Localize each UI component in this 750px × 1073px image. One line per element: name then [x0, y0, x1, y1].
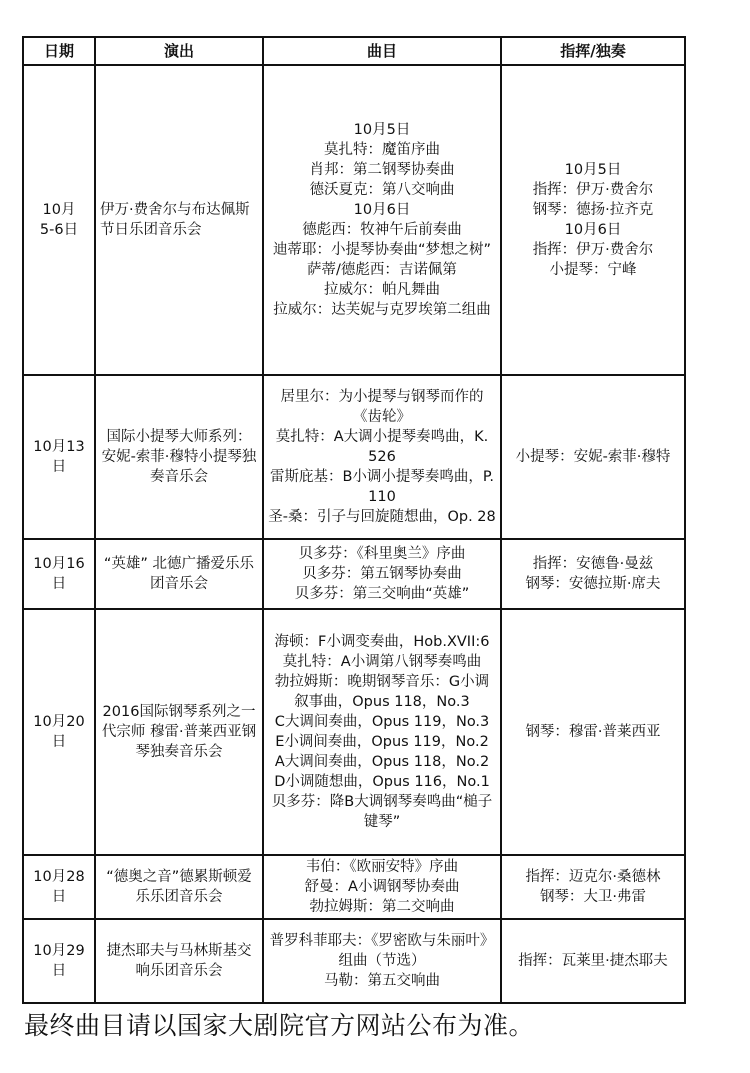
table-row — [23, 539, 685, 609]
performance-cell: 2016国际钢琴系列之一代宗师 穆雷·普莱西亚钢琴独奏音乐会 — [95, 609, 263, 855]
program-cell: 海顿：F小调变奏曲，Hob.XVII:6 莫扎特：A小调第八钢琴奏鸣曲 勃拉姆斯：晚期钢琴音乐：G小调叙事曲，Opus 118，No.3 C大调间奏曲，Opus 119，No.3 E小调间奏曲，Opus 119，No.2 A大调间奏曲，Opus 118，No.2 D小调随想曲，Opus 116，No.1 贝多芬：降B大调钢琴奏鸣曲“槌子键琴” — [263, 609, 501, 855]
concert-schedule-table — [22, 36, 686, 1004]
header-date: 日期 — [23, 37, 95, 65]
header-performance: 演出 — [95, 37, 263, 65]
table-row — [23, 65, 685, 375]
performance-cell: “英雄” 北德广播爱乐乐团音乐会 — [95, 539, 263, 609]
performer-cell: 10月5日 指挥：伊万·费舍尔 钢琴：德扬·拉齐克 10月6日 指挥：伊万·费舍尔 小提琴：宁峰 — [501, 65, 685, 375]
performer-cell: 钢琴：穆雷·普莱西亚 — [501, 609, 685, 855]
header-performer: 指挥/独奏 — [501, 37, 685, 65]
date-cell: 10月20日 — [23, 609, 95, 855]
program-cell: 贝多芬：《科里奥兰》序曲 贝多芬：第五钢琴协奏曲 贝多芬：第三交响曲“英雄” — [263, 539, 501, 609]
performer-cell: 指挥：瓦莱里·捷杰耶夫 — [501, 919, 685, 1003]
table-row — [23, 919, 685, 1003]
performer-cell: 指挥：迈克尔·桑德林 钢琴：大卫·弗雷 — [501, 855, 685, 919]
date-cell: 10月 5-6日 — [23, 65, 95, 375]
performer-cell: 小提琴：安妮-索菲·穆特 — [501, 375, 685, 539]
footer-note: 最终曲目请以国家大剧院官方网站公布为准。 — [24, 1011, 535, 1040]
program-cell: 10月5日 莫扎特：魔笛序曲 肖邦：第二钢琴协奏曲 德沃夏克：第八交响曲 10月6日 德彪西：牧神午后前奏曲 迪蒂耶：小提琴协奏曲“梦想之树” 萨蒂/德彪西：吉诺佩第 拉威尔：帕凡舞曲 拉威尔：达芙妮与克罗埃第二组曲 — [263, 65, 501, 375]
program-cell: 韦伯：《欧丽安特》序曲 舒曼：A小调钢琴协奏曲 勃拉姆斯：第二交响曲 — [263, 855, 501, 919]
table-row — [23, 855, 685, 919]
date-cell: 10月13日 — [23, 375, 95, 539]
program-cell: 居里尔：为小提琴与钢琴而作的《齿轮》 莫扎特：A大调小提琴奏鸣曲，K. 526 雷斯庇基：B小调小提琴奏鸣曲，P. 110 圣-桑：引子与回旋随想曲，Op. 28 — [263, 375, 501, 539]
date-cell: 10月29日 — [23, 919, 95, 1003]
table-row — [23, 609, 685, 855]
table-row — [23, 375, 685, 539]
performer-cell: 指挥：安德鲁·曼兹 钢琴：安德拉斯·席夫 — [501, 539, 685, 609]
performance-cell: 伊万·费舍尔与布达佩斯节日乐团音乐会 — [95, 65, 263, 375]
date-cell: 10月28日 — [23, 855, 95, 919]
performance-cell: 国际小提琴大师系列：安妮-索菲·穆特小提琴独奏音乐会 — [95, 375, 263, 539]
date-cell: 10月16日 — [23, 539, 95, 609]
header-program: 曲目 — [263, 37, 501, 65]
performance-cell: 捷杰耶夫与马林斯基交响乐团音乐会 — [95, 919, 263, 1003]
table-header-row — [23, 37, 685, 65]
program-cell: 普罗科菲耶夫：《罗密欧与朱丽叶》组曲（节选） 马勒：第五交响曲 — [263, 919, 501, 1003]
performance-cell: “德奥之音”德累斯顿爱乐乐团音乐会 — [95, 855, 263, 919]
